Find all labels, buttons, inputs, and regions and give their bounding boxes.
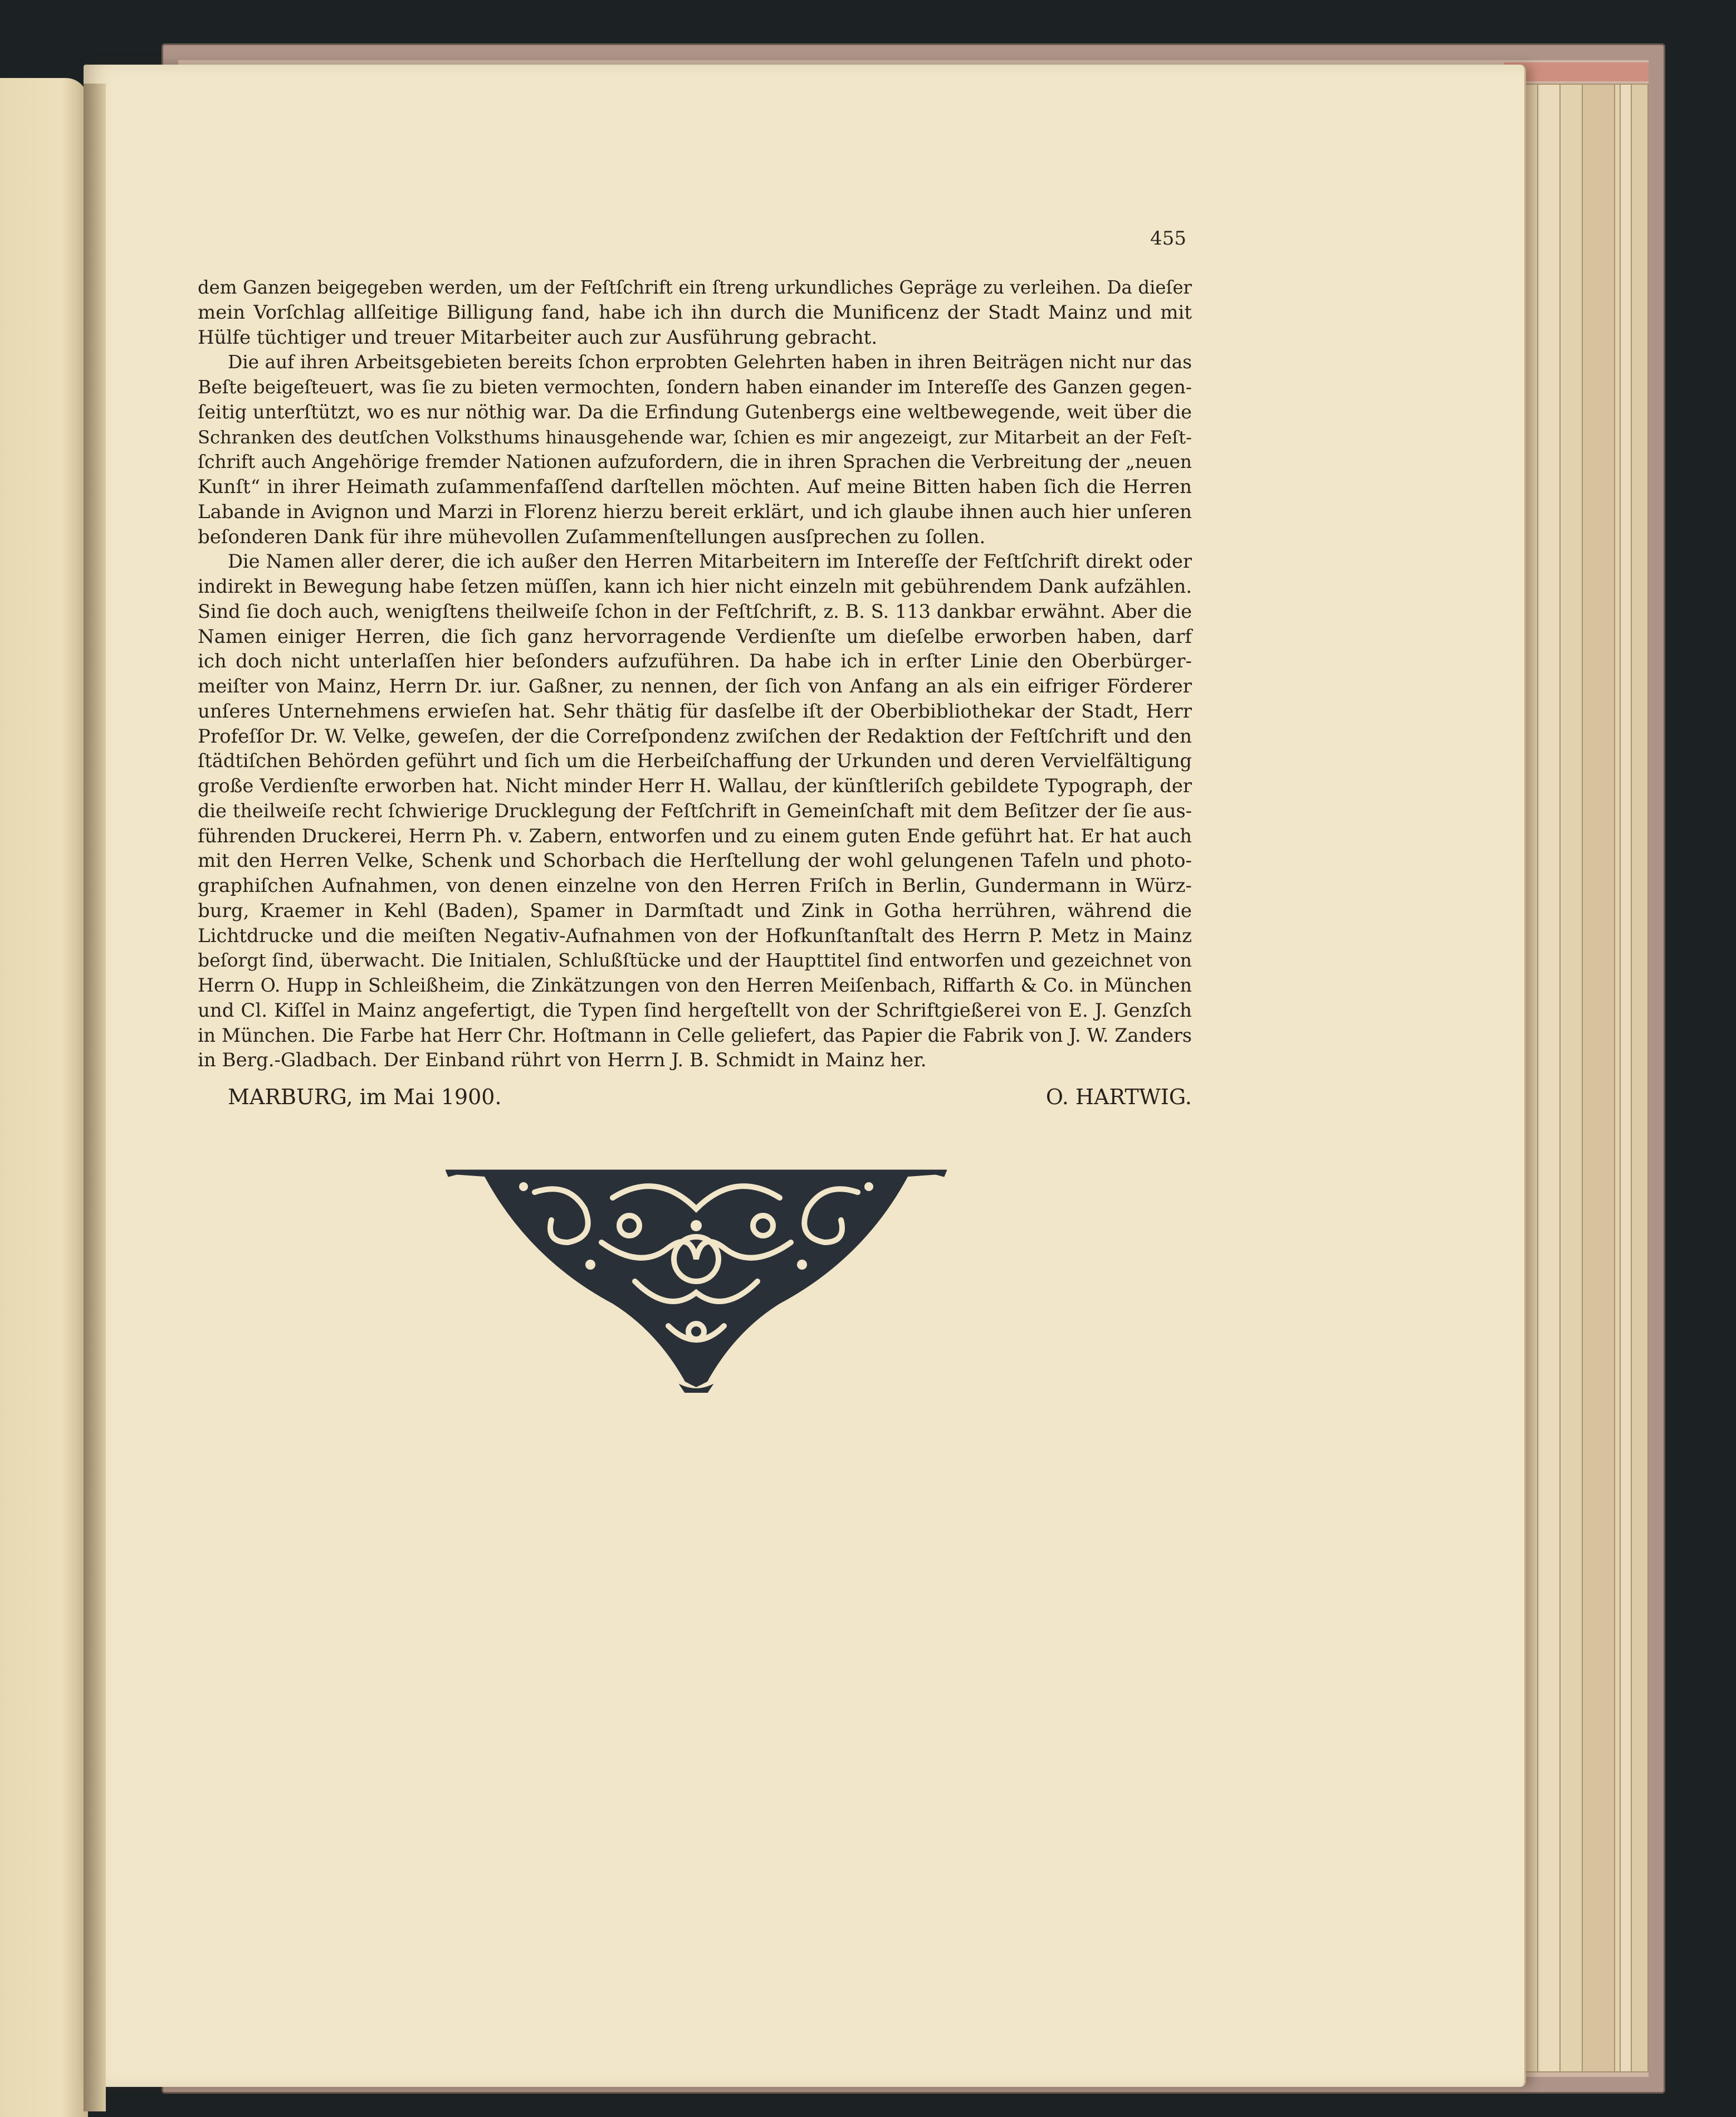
text-line: ſeitig unterſtützt, wo es nur nöthig war. Da die Erfindung Gutenbergs eine weltbewegende, weit über die — [198, 401, 1192, 423]
text-line: Profeſſor Dr. W. Velke, geweſen, der die Correſpondenz zwiſchen der Redaktion der Feſtſchrift und den — [198, 725, 1192, 748]
text-line: Die auf ihren Arbeitsgebieten bereits ſchon erprobten Gelehrten haben in ihren Beiträgen nicht nur das — [228, 352, 1192, 373]
text-line: ſtädtiſchen Behörden geführt und ſich um die Herbeiſchaffung der Urkunden und deren Vervielfältigung — [198, 750, 1192, 772]
page-number: 455 — [1150, 227, 1186, 250]
text-line: beſonderen Dank für ihre mühevollen Zuſammenſtellungen ausſprechen zu ſollen. — [198, 525, 986, 548]
text-line: Lichtdrucke und die meiſten Negativ-Aufnahmen von der Hofkunſtanſtalt des Herrn P. Metz in Mainz — [198, 924, 1192, 947]
text-line: Kunſt“ in ihrer Heimath zuſammenfaſſend darſtellen möchten. Auf meine Bitten haben ſich die Herren — [198, 476, 1192, 498]
text-line: und Cl. Kiſſel in Mainz angefertigt, die Typen ſind hergeſtellt von der Schriftgießerei von E. J. Genzſch — [198, 999, 1192, 1022]
text-line: Sind ſie doch auch, wenigſtens theilweiſe ſchon in der Feſtſchrift, z. B. S. 113 dankbar erwähnt. Aber die — [198, 600, 1192, 622]
book-gutter — [84, 84, 106, 2111]
text-line: Beſte beigeſteuert, was ſie zu bieten vermochten, ſondern haben einander im Intereſſe des Ganzen gegen- — [198, 376, 1192, 398]
tailpiece-ornament-icon — [446, 1148, 947, 1393]
text-line: dem Ganzen beigegeben werden, um der Feſtſchrift ein ſtreng urkundliches Gepräge zu verleihen. Da dieſer — [198, 277, 1192, 298]
text-line: ſchrift auch Angehörige fremder Nationen aufzufordern, die in ihren Sprachen die Verbreitung der „neuen — [198, 451, 1192, 473]
text-line: Namen einiger Herren, die ſich ganz hervorragende Verdienſte um dieſelbe erworben haben, darf — [198, 625, 1192, 648]
text-line: große Verdienſte erworben hat. Nicht minder Herr H. Wallau, der künſtleriſch gebildete Typograph, der — [198, 775, 1192, 797]
body-text — [198, 275, 1192, 1073]
text-line: ich doch nicht unterlaſſen hier beſonders aufzuführen. Da habe ich in erſter Linie den Oberbürger- — [198, 650, 1192, 673]
author-name: O. HARTWIG. — [1045, 1085, 1192, 1109]
text-line: Labande in Avignon und Marzi in Florenz hierzu bereit erklärt, und ich glaube ihnen auch hier unſeren — [198, 500, 1192, 523]
facing-page-edge — [0, 78, 88, 2117]
text-line: führenden Druckerei, Herrn Ph. v. Zabern, entworfen und zu einem guten Ende geführt hat. Er hat auch — [198, 825, 1192, 847]
text-line: mein Vorſchlag allſeitige Billigung fand, habe ich ihn durch die Munificenz der Stadt Mainz und mit — [198, 301, 1192, 324]
text-line: die theilweiſe recht ſchwierige Drucklegung der Feſtſchrift in Gemeinſchaft mit dem Beſitzer der ſie aus- — [198, 799, 1192, 822]
text-line: in Berg.-Gladbach. Der Einband rührt von Herrn J. B. Schmidt in Mainz her. — [198, 1049, 927, 1072]
page-edge — [1582, 84, 1615, 2072]
text-line: indirekt in Bewegung habe ſetzen müſſen, kann ich hier nicht einzeln mit gebührendem Dank aufzählen. — [198, 575, 1192, 597]
text-line: Die Namen aller derer, die ich außer den Herren Mitarbeitern im Intereſſe der Feſtſchrift direkt oder — [228, 550, 1192, 573]
place-date: MARBURG, im Mai 1900. — [228, 1085, 502, 1109]
text-line: Herrn O. Hupp in Schleißheim, die Zinkätzungen von den Herren Meiſenbach, Riffarth & Co. in München — [198, 974, 1192, 996]
signature-line — [198, 1083, 1192, 1111]
text-line: mit den Herren Velke, Schenk und Schorbach die Herſtellung der wohl gelungenen Tafeln und photo- — [198, 850, 1192, 872]
text-line: Schranken des deutſchen Volksthums hinausgehende war, ſchien es mir angezeigt, zur Mitarbeit an der Feſt- — [198, 426, 1192, 448]
text-line: Hülfe tüchtiger und treuer Mitarbeiter auch zur Ausführung gebracht. — [198, 326, 878, 349]
text-line: in München. Die Farbe hat Herr Chr. Hoſtmann in Celle geliefert, das Papier die Fabrik von J. W. Zanders — [198, 1024, 1192, 1046]
text-line: graphiſchen Aufnahmen, von denen einzelne von den Herren Friſch in Berlin, Gundermann in Würz- — [198, 875, 1192, 897]
text-line: burg, Kraemer in Kehl (Baden), Spamer in Darmſtadt und Zink in Gotha herrühren, während die — [198, 899, 1192, 922]
text-line: beſorgt ſind, überwacht. Die Initialen, Schlußſtücke und der Haupttitel ſind entworfen und gezeichnet von — [198, 949, 1192, 972]
text-line: meiſter von Mainz, Herrn Dr. iur. Gaßner, zu nennen, der ſich von Anfang an als ein eifriger Förderer — [198, 675, 1192, 697]
text-line: unſeres Unternehmens erwieſen hat. Sehr thätig für dasſelbe iſt der Oberbibliothekar der Stadt, Herr — [198, 700, 1192, 723]
